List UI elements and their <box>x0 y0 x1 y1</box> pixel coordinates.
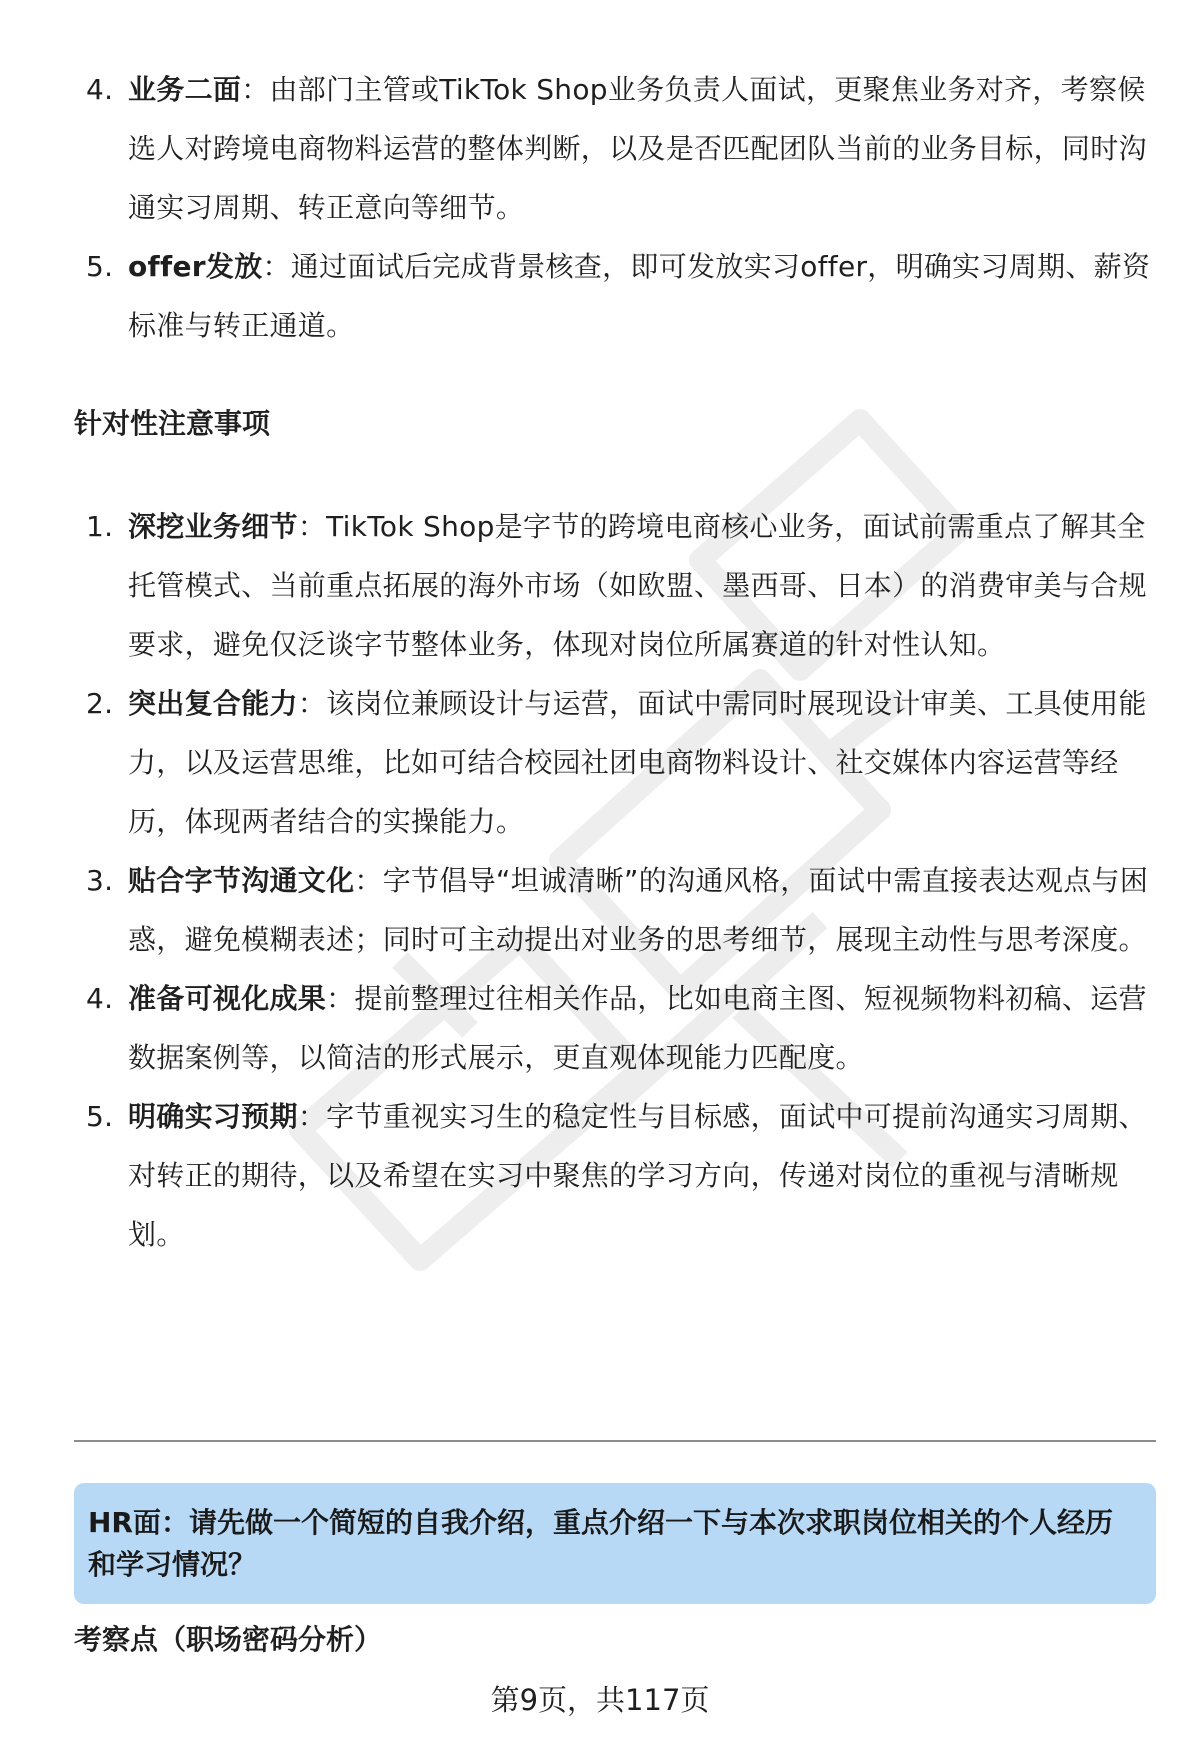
interview-process-list <box>74 60 1154 355</box>
list-item-text: ：字节重视实习生的稳定性与目标感，面试中可提前沟通实习周期、对转正的期待，以及希望在实习中聚焦的学习方向，传递对岗位的重视与清晰规划。 <box>128 1100 1147 1251</box>
list-item <box>74 237 1154 355</box>
analysis-heading: 考察点（职场密码分析） <box>74 1623 383 1656</box>
list-item-text: ：该岗位兼顾设计与运营，面试中需同时展现设计审美、工具使用能力，以及运营思维，比如可结合校园社团电商物料设计、社交媒体内容运营等经历，体现两者结合的实操能力。 <box>128 687 1147 838</box>
list-item-text: ：由部门主管或TikTok Shop业务负责人面试，更聚焦业务对齐，考察候选人对跨境电商物料运营的整体判断，以及是否匹配团队当前的业务目标，同时沟通实习周期、转正意向等细节。 <box>128 73 1147 224</box>
list-item <box>74 851 1154 969</box>
list-item-number: 1. <box>86 510 114 543</box>
list-item-term: 明确实习预期 <box>128 1100 298 1133</box>
notes-list <box>74 497 1154 1264</box>
list-item-term: offer发放 <box>128 250 263 283</box>
list-item-term: 贴合字节沟通文化 <box>128 864 355 897</box>
notes-section-heading: 针对性注意事项 <box>74 407 271 440</box>
list-item-text: ：字节倡导“坦诚清晰”的沟通风格，面试中需直接表达观点与困惑，避免模糊表述；同时可主动提出对业务的思考细节，展现主动性与思考深度。 <box>128 864 1149 956</box>
list-item-term: 业务二面 <box>128 73 242 106</box>
list-item <box>74 674 1154 851</box>
list-item <box>74 1087 1154 1264</box>
hr-question-box <box>74 1483 1156 1604</box>
list-item-number: 2. <box>86 687 114 720</box>
list-item <box>74 969 1154 1087</box>
list-item-number: 4. <box>86 73 114 106</box>
hr-question-text: HR面：请先做一个简短的自我介绍，重点介绍一下与本次求职岗位相关的个人经历和学习情况？ <box>88 1506 1113 1581</box>
list-item-number: 5. <box>86 250 114 283</box>
list-item-number: 3. <box>86 864 114 897</box>
list-item-text: ：通过面试后完成背景核查，即可发放实习offer，明确实习周期、薪资标准与转正通道。 <box>128 250 1151 342</box>
page-footer: 第9页，共117页 <box>490 1683 710 1717</box>
list-item-number: 5. <box>86 1100 114 1133</box>
section-divider <box>74 1440 1156 1442</box>
list-item-term: 深挖业务细节 <box>128 510 298 543</box>
list-item <box>74 497 1154 674</box>
list-item-term: 准备可视化成果 <box>128 982 327 1015</box>
list-item <box>74 60 1154 237</box>
list-item-text: ：提前整理过往相关作品，比如电商主图、短视频物料初稿、运营数据案例等，以简洁的形式展示，更直观体现能力匹配度。 <box>128 982 1147 1074</box>
list-item-text: ：TikTok Shop是字节的跨境电商核心业务，面试前需重点了解其全托管模式、当前重点拓展的海外市场（如欧盟、墨西哥、日本）的消费审美与合规要求，避免仅泛谈字节整体业务，体现对岗位所属赛道的针对性认知。 <box>128 510 1147 661</box>
list-item-term: 突出复合能力 <box>128 687 298 720</box>
list-item-number: 4. <box>86 982 114 1015</box>
